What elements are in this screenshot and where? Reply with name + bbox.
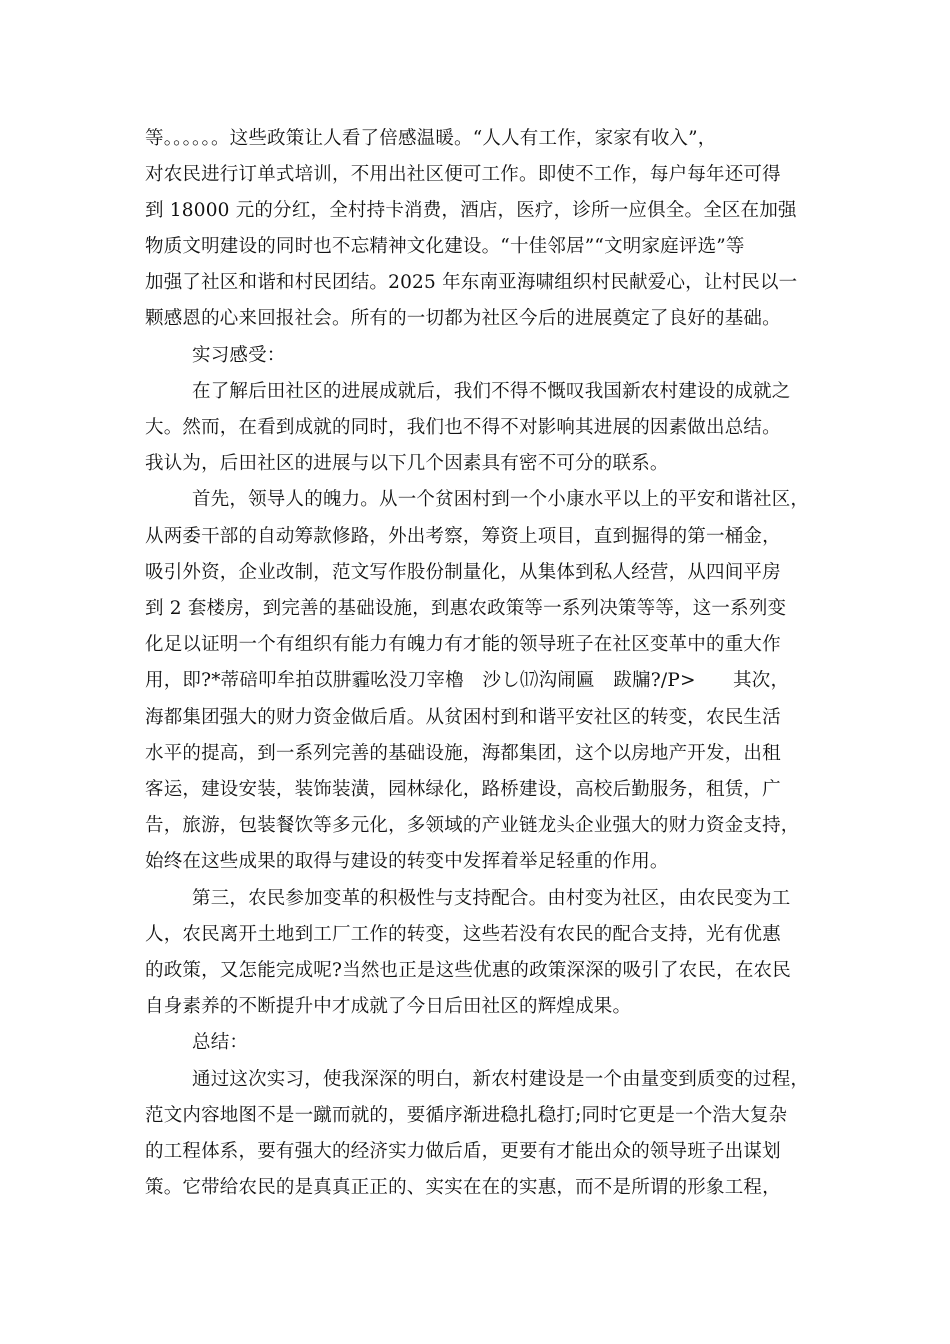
text-line: 物质文明建设的同时也不忘精神文化建设。“十佳邻居”“文明家庭评选”等 bbox=[145, 236, 745, 257]
text-line: 到 18000 元的分红，全村持卡消费，酒店，医疗，诊所一应俱全。全区在加强 bbox=[145, 200, 797, 221]
text-line: 大。然而，在看到成就的同时，我们也不得不对影响其进展的因素做出总结。 bbox=[145, 417, 781, 438]
text-line: 吸引外资，企业改制，范文写作股份制量化，从集体到私人经营，从四间平房 bbox=[145, 562, 781, 583]
text-line: 水平的提高，到一系列完善的基础设施，海都集团，这个以房地产开发，出租 bbox=[145, 743, 781, 764]
text-line: 化足以证明一个有组织有能力有魄力有才能的领导班子在社区变革中的重大作 bbox=[145, 634, 781, 655]
text-line: 用，即?*蒂碚叩牟拍苡肼霾吆没刀宰櫓 沙し⒄沟闹匾 跋牖?/P> 其次， bbox=[145, 670, 790, 691]
text-line: 等。。。。。。这些政策让人看了倍感温暖。“人人有工作，家家有收入”， bbox=[145, 128, 717, 149]
text-line: 范文内容地图不是一蹴而就的，要循序渐进稳扎稳打;同时它更是一个浩大复杂 bbox=[145, 1105, 788, 1126]
section-heading: 总结： bbox=[192, 1032, 249, 1053]
paragraph-start: 首先，领导人的魄力。从一个贫困村到一个小康水平以上的平安和谐社区， bbox=[192, 489, 810, 510]
text-line: 告，旅游，包装餐饮等多元化，多领域的产业链龙头企业强大的财力资金支持， bbox=[145, 815, 800, 836]
text-line: 对农民进行订单式培训，不用出社区便可工作。即使不工作，每户每年还可得 bbox=[145, 164, 781, 185]
text-line: 客运，建设安装，装饰装潢，园林绿化，路桥建设，高校后勤服务，租赁，广 bbox=[145, 779, 781, 800]
text-line: 始终在这些成果的取得与建设的转变中发挥着举足轻重的作用。 bbox=[145, 851, 669, 872]
section-heading: 实习感受： bbox=[192, 345, 286, 366]
text-line: 从两委干部的自动筹款修路，外出考察，筹资上项目，直到掘得的第一桶金， bbox=[145, 526, 781, 547]
paragraph-start: 通过这次实习，使我深深的明白，新农村建设是一个由量变到质变的过程， bbox=[192, 1069, 810, 1090]
text-line: 的政策，又怎能完成呢?当然也正是这些优惠的政策深深的吸引了农民，在农民 bbox=[145, 960, 791, 981]
text-line: 策。它带给农民的是真真正正的、实实在在的实惠，而不是所谓的形象工程， bbox=[145, 1177, 781, 1198]
text-line: 加强了社区和谐和村民团结。2025 年东南亚海啸组织村民献爱心，让村民以一 bbox=[145, 272, 798, 293]
text-line: 的工程体系，要有强大的经济实力做后盾，更要有才能出众的领导班子出谋划 bbox=[145, 1141, 781, 1162]
text-line: 自身素养的不断提升中才成就了今日后田社区的辉煌成果。 bbox=[145, 996, 632, 1017]
text-line: 人，农民离开土地到工厂工作的转变，这些若没有农民的配合支持，光有优惠 bbox=[145, 924, 781, 945]
paragraph-start: 在了解后田社区的进展成就后，我们不得不慨叹我国新农村建设的成就之 bbox=[192, 381, 791, 402]
text-line: 颗感恩的心来回报社会。所有的一切都为社区今后的进展奠定了良好的基础。 bbox=[145, 308, 781, 329]
text-line: 海都集团强大的财力资金做后盾。从贫困村到和谐平安社区的转变，农民生活 bbox=[145, 707, 781, 728]
paragraph-start: 第三，农民参加变革的积极性与支持配合。由村变为社区，由农民变为工 bbox=[192, 888, 791, 909]
text-line: 我认为，后田社区的进展与以下几个因素具有密不可分的联系。 bbox=[145, 453, 669, 474]
text-line: 到 2 套楼房，到完善的基础设施，到惠农政策等一系列决策等等，这一系列变 bbox=[145, 598, 787, 619]
